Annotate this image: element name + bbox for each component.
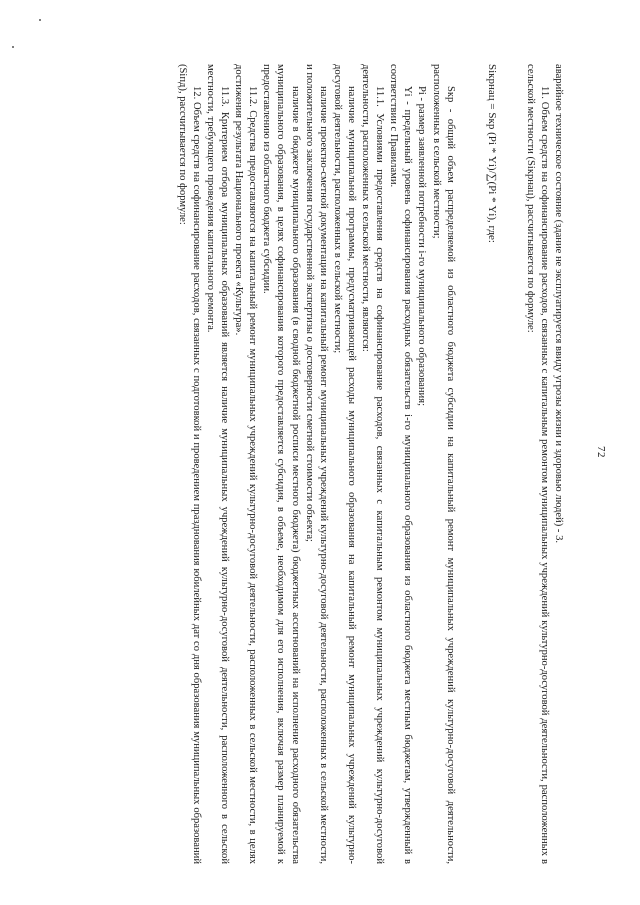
spacer [457,64,475,864]
document-body [175,64,565,864]
paragraph-item-11-3: 11.3. Критерием отбора муниципальных образований является наличие муниципальных учреждений культурно-досуговой деятельности, расположенного в сельской местности, требующего проведения капитального ремонта. [205,64,231,864]
paragraph-item-12: 12. Объем средств на софинансирование расходов, связанных с подготовкой и проведением празднования юбилейных дат со дня образования муниципальных образований (Sіпд), рассчитывается по формуле: [176,64,202,864]
page-number: 72 [595,446,607,458]
paragraph-condition-3: аварийное техническое состояние (здание не эксплуатируется ввиду угрозы жизни и здоровью людей) - 3. [553,64,564,544]
paragraph-item-11: 11. Объем средств на софинансирование расходов, связанных с капитальным ремонтом муниципальных учреждений культурно-досуговой деятельности, расположенных в сельской местности (Sікрнац), рассчитывается по формуле: [524,64,550,864]
paragraph-condition-documentation: наличие проектно-сметной документации на капитальный ремонт муниципальных учреждений культурно-досуговой деятельности, расположенных в сельской местности, и положительного заключения государственной экспертизы о достоверности сметной стоимости объекта; [303,64,329,864]
scan-speck [12,46,14,48]
paragraph-skr-definition: Sкр - общий объем распределяемой из областного бюджета субсидии на капитальный ремонт муниципальных учреждений культурно-досуговой деятельности, расположенных в сельской местности; [430,64,456,864]
paragraph-yi-definition: Yі - предельный уровень софинансирования расходных обязательств i-го муниципального образования из областного бюджета местным бюджетам, утвержденный в соответствии с Правилами. [388,64,414,864]
scan-speck [39,19,41,21]
formula: Sікрнац = Sкр (Pі * Yі)/∑(Pі * Yі), где: [485,64,498,243]
paragraph-pi-definition: Pі - размер заявленной потребности i-го муниципального образования; [416,86,428,407]
paragraph-item-11-2: 11.2. Средства предоставляются на капитальный ремонт муниципальных учреждений культурно-досуговой деятельности, расположенных в сельской местности, в целях достижения результата Национального проекта «Культура». [233,64,259,864]
paragraph-condition-budget: наличие в бюджете муниципального образования (в сводной бюджетной росписи местного бюджета) бюджетных ассигнований на исполнение расходного обязательства муниципального образования, в целях софинансирования которого предоставляется субсидия, в объеме, необходимом для его исполнения, включая размер планируемой к предоставлению из областного бюджета субсидии. [261,64,301,864]
rotated-document-page [57,22,617,882]
paragraph-item-11-1: 11.1. Условиями предоставления средств на софинансирование расходов, связанных с капитальным ремонтом муниципальных учреждений культурно-досуговой деятельности, расположенных в сельской местности, являются: [360,64,386,864]
paragraph-condition-program: наличие муниципальной программы, предусматривающей расходы муниципального образования на капитальный ремонт муниципальных учреждений культурно-досуговой деятельности, расположенных в сельской местности; [331,64,357,864]
spacer [505,64,523,864]
